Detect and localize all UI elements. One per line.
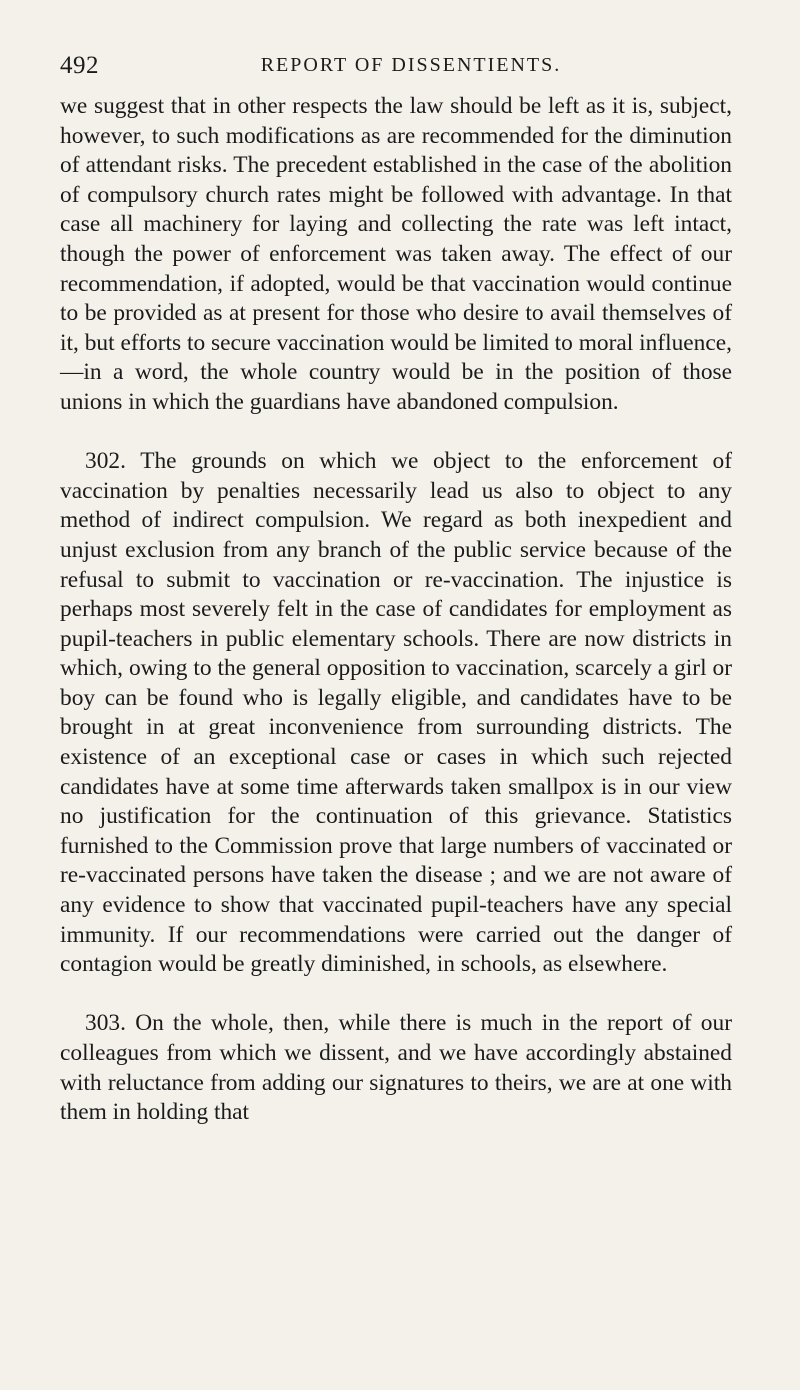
paragraph-302 (60, 447, 732, 980)
running-head (60, 40, 732, 79)
running-title: REPORT OF DISSENTIENTS. (260, 54, 562, 76)
body-text (60, 92, 732, 1128)
paragraph-number: 302. (85, 448, 126, 475)
paragraph-text: On the whole, then, while there is much in the report of our colleagues from which we dissent, and we have accordingly abstained with reluctance from adding our signatures to theirs, we are at one with them in holding that (60, 1010, 732, 1126)
paragraph-number: 303. (85, 1010, 126, 1037)
paragraph-303 (60, 1009, 732, 1127)
paragraph-text: we suggest that in other respects the law should be left as it is, subject, however, to such modifications as are recommended for the diminution of attendant risks. The precedent established in the case of the abolition of compulsory church rates might be followed with advantage. In that case all machinery for laying and collecting the rate was left intact, though the power of enforcement was taken away. The effect of our recommendation, if adopted, would be that vaccination would continue to be provided as at present for those who desire to avail themselves of it, but efforts to secure vaccination would be limited to moral influence,—in a word, the whole country would be in the position of those unions in which the guardians have abandoned compulsion. (60, 93, 732, 415)
paragraph-text: The grounds on which we object to the enforcement of vaccination by penalties necessarily lead us also to object to any method of indirect compulsion. We regard as both inexpedient and unjust exclusion from any branch of the public service because of the refusal to submit to vaccination or re-vaccination. The injustice is perhaps most severely felt in the case of candidates for employment as pupil-teachers in public elementary schools. There are now districts in which, owing to the general opposition to vaccination, scarcely a girl or boy can be found who is legally eligible, and candidates have to be brought in at great inconvenience from surrounding districts. The existence of an exceptional case or cases in which such rejected candidates have at some time afterwards taken smallpox is in our view no justification for the continuation of this grievance. Statistics furnished to the Commission prove that large numbers of vaccinated or re-vaccinated persons have taken the disease ; and we are not aware of any evidence to show that vaccinated pupil-teachers have any special immunity. If our recommendations were carried out the danger of contagion would be greatly diminished, in schools, as elsewhere. (60, 448, 732, 978)
page-number: 492 (60, 52, 99, 79)
paragraph-continuation (60, 92, 732, 418)
